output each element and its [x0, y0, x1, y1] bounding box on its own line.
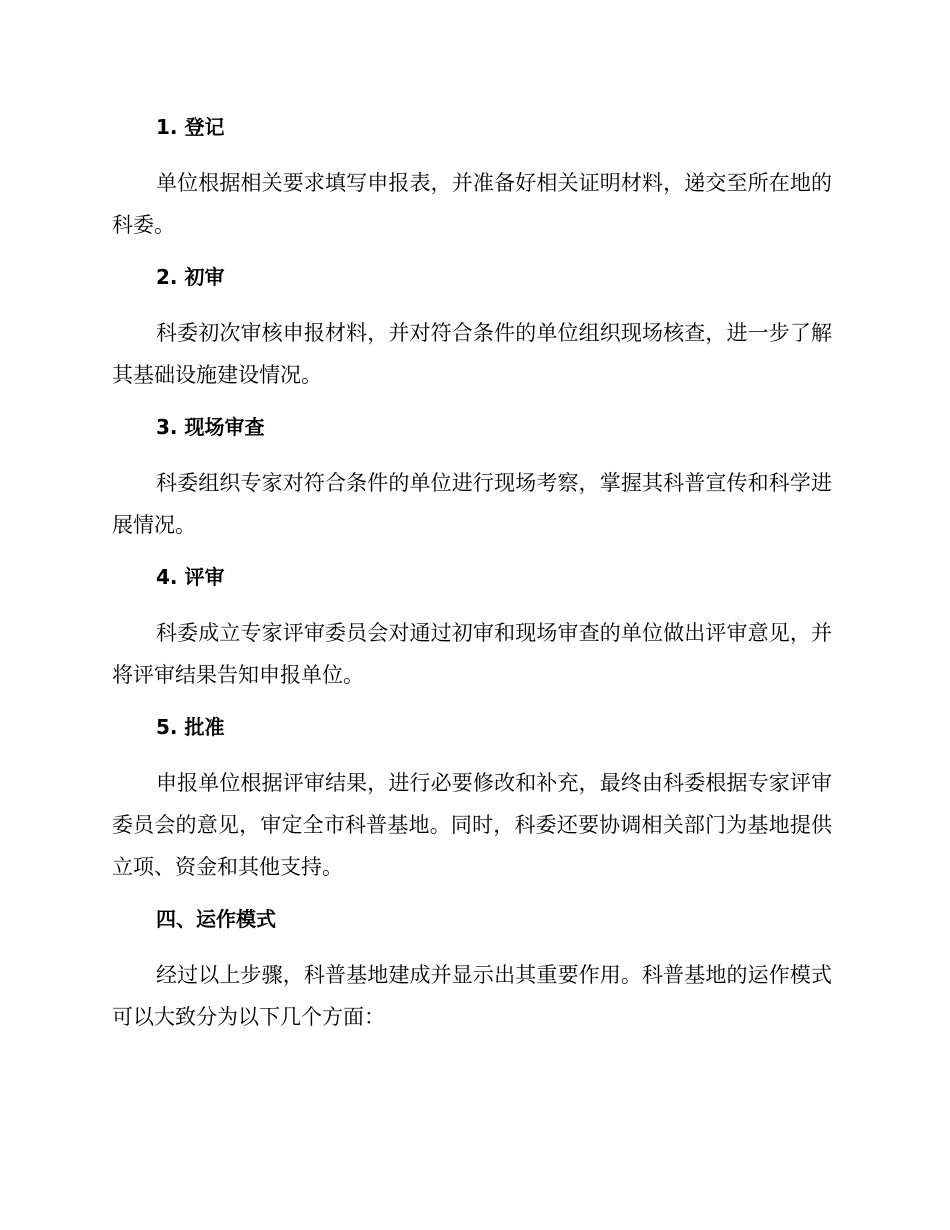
section-heading-preliminary-review: 2. 初审 — [156, 265, 225, 289]
section-paragraph-preliminary-review: 科委初次审核申报材料，并对符合条件的单位组织现场核查，进一步了解其基础设施建设情况。 — [112, 321, 832, 387]
section-heading-registration: 1. 登记 — [156, 115, 225, 139]
section-paragraph-registration: 单位根据相关要求填写申报表，并准备好相关证明材料，递交至所在地的科委。 — [112, 171, 832, 237]
section-heading-site-inspection: 3. 现场审查 — [156, 415, 265, 439]
section-paragraph-approval: 申报单位根据评审结果，进行必要修改和补充，最终由科委根据专家评审委员会的意见，审定全市科普基地。同时，科委还要协调相关部门为基地提供立项、资金和其他支持。 — [112, 771, 832, 879]
section-paragraph-evaluation: 科委成立专家评审委员会对通过初审和现场审查的单位做出评审意见，并将评审结果告知申报单位。 — [112, 621, 832, 687]
section-paragraph-site-inspection: 科委组织专家对符合条件的单位进行现场考察，掌握其科普宣传和科学进展情况。 — [112, 471, 832, 537]
section-heading-approval: 5. 批准 — [156, 715, 225, 739]
section-heading-evaluation: 4. 评审 — [156, 565, 225, 589]
section-heading-operation-mode: 四、运作模式 — [156, 907, 276, 931]
section-paragraph-operation-mode: 经过以上步骤，科普基地建成并显示出其重要作用。科普基地的运作模式可以大致分为以下几个方面： — [112, 963, 832, 1029]
